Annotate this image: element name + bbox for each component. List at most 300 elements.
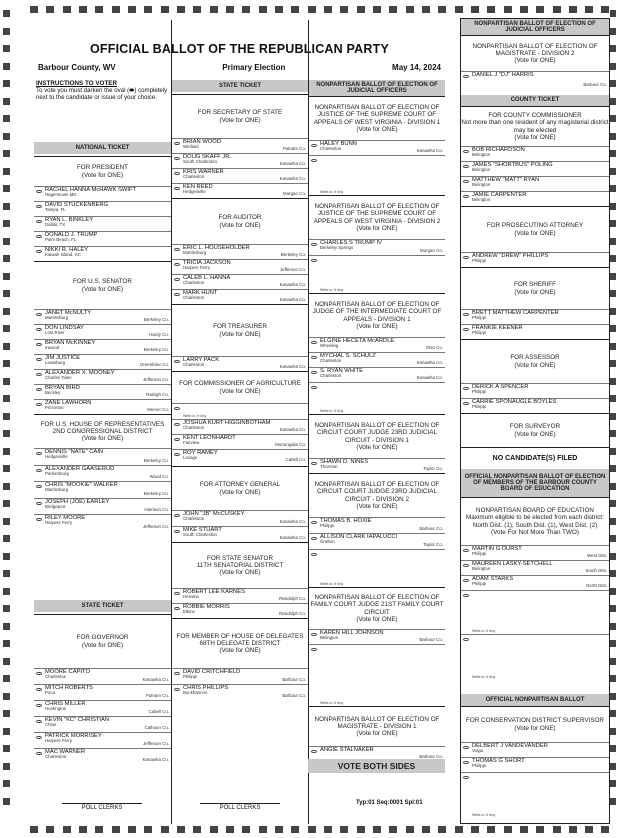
office-title: NONPARTISAN BALLOT OF ELECTION OF MAGISTRATE - DIVISION 2 bbox=[472, 42, 598, 57]
candidate-row[interactable] bbox=[461, 560, 609, 575]
candidate-row[interactable] bbox=[461, 161, 609, 176]
candidate-row[interactable] bbox=[34, 384, 171, 399]
vote-for-note: (Vote for ONE) bbox=[356, 125, 398, 133]
ballot-oval[interactable] bbox=[36, 403, 42, 406]
vote-for-note: (Vote for ONE) bbox=[514, 57, 556, 65]
ballot-oval[interactable] bbox=[36, 235, 42, 238]
candidate-row[interactable] bbox=[34, 309, 171, 324]
write-in-row[interactable] bbox=[309, 382, 445, 414]
candidate-row[interactable] bbox=[172, 526, 308, 542]
ballot-oval[interactable] bbox=[463, 313, 469, 316]
timing-mark bbox=[357, 826, 365, 833]
ballot-oval[interactable] bbox=[174, 672, 180, 675]
timing-mark bbox=[3, 168, 10, 175]
timing-mark bbox=[226, 6, 234, 13]
timing-mark bbox=[585, 6, 593, 13]
candidate-row[interactable] bbox=[461, 176, 609, 191]
candidate-row[interactable] bbox=[461, 71, 609, 89]
office-title: NONPARTISAN BALLOT OF ELECTION OF CIRCUIT COURT JUDGE 23RD JUDICIAL CIRCUIT - DIVISION 1 bbox=[314, 422, 440, 444]
office-heading bbox=[461, 106, 609, 146]
candidate-residence: Poca bbox=[45, 690, 56, 696]
write-in-label: Write-in, If Any bbox=[320, 409, 344, 413]
election-name: Primary Election bbox=[222, 63, 286, 72]
vote-for-note: (Vote for ONE) bbox=[356, 730, 398, 738]
ballot-oval[interactable] bbox=[463, 256, 469, 259]
candidate-name: RYAN L. BINKLEY bbox=[45, 217, 94, 223]
candidate-name: PATRICK MORRISEY bbox=[45, 733, 102, 739]
candidate-name: JAMES "SHORTBUS" POLING bbox=[472, 162, 553, 168]
office-subtitle: 11TH SENATORIAL DISTRICT bbox=[196, 561, 284, 569]
office-title: FOR SHERIFF bbox=[514, 281, 556, 289]
candidate-row[interactable] bbox=[34, 231, 171, 246]
ballot-oval[interactable] bbox=[311, 144, 317, 147]
candidate-name: NIKKI R. HALEY bbox=[45, 247, 89, 253]
ballot-oval[interactable] bbox=[311, 553, 317, 556]
ballot-oval[interactable] bbox=[311, 521, 317, 524]
timing-mark bbox=[46, 826, 54, 833]
office-title: FOR U.S. HOUSE OF REPRESENTATIVES bbox=[40, 420, 165, 428]
ballot-oval[interactable] bbox=[311, 159, 317, 162]
ballot-oval[interactable] bbox=[174, 453, 180, 456]
ballot-oval[interactable] bbox=[36, 343, 42, 346]
candidate-row[interactable] bbox=[34, 246, 171, 261]
candidate-residence: Belington bbox=[472, 167, 491, 173]
candidate-row[interactable] bbox=[34, 748, 171, 764]
candidate-row[interactable] bbox=[34, 216, 171, 231]
candidate-name: ROY RAMEY bbox=[183, 450, 218, 456]
candidate-row[interactable] bbox=[461, 324, 609, 339]
candidate-county: South Dist. bbox=[585, 568, 607, 574]
write-in-row[interactable] bbox=[309, 549, 445, 587]
ballot-oval[interactable] bbox=[311, 243, 317, 246]
ballot-oval[interactable] bbox=[174, 688, 180, 691]
candidate-county: Kanawha Co. bbox=[279, 519, 306, 525]
timing-mark bbox=[291, 6, 299, 13]
candidate-name: DON LINDSAY bbox=[45, 325, 84, 331]
ballot-oval[interactable] bbox=[463, 594, 469, 597]
candidate-county: Barbour Co. bbox=[282, 677, 306, 683]
candidate-county: Kanawha Co. bbox=[279, 364, 306, 370]
write-in-row[interactable] bbox=[461, 772, 609, 818]
candidate-row[interactable] bbox=[34, 201, 171, 216]
ballot-column-1 bbox=[34, 20, 171, 824]
ballot-oval[interactable] bbox=[36, 190, 42, 193]
timing-mark bbox=[487, 826, 495, 833]
timing-mark bbox=[601, 6, 609, 13]
timing-mark bbox=[3, 745, 10, 752]
candidate-row[interactable] bbox=[172, 289, 308, 304]
ballot-oval[interactable] bbox=[463, 564, 469, 567]
timing-mark bbox=[3, 588, 10, 595]
candidate-row[interactable] bbox=[309, 352, 445, 367]
timing-mark bbox=[3, 780, 10, 787]
write-in-row[interactable] bbox=[461, 590, 609, 634]
timing-mark bbox=[112, 826, 120, 833]
ballot-oval[interactable] bbox=[36, 220, 42, 223]
candidate-name: KRIS WARNER bbox=[183, 169, 224, 175]
ballot-oval[interactable] bbox=[36, 250, 42, 253]
candidate-row[interactable] bbox=[172, 153, 308, 168]
ballot-oval[interactable] bbox=[174, 438, 180, 441]
candidate-row[interactable] bbox=[34, 369, 171, 384]
candidate-row[interactable] bbox=[34, 481, 171, 498]
candidate-row[interactable] bbox=[172, 668, 308, 684]
timing-mark bbox=[3, 798, 10, 805]
candidate-row[interactable] bbox=[172, 449, 308, 464]
candidate-residence: Belington bbox=[472, 182, 491, 188]
office-heading bbox=[172, 304, 308, 356]
candidate-row[interactable] bbox=[34, 339, 171, 354]
candidate-name: MAUREEN LASKY-SETCHELL bbox=[472, 561, 553, 567]
ballot-oval[interactable] bbox=[36, 485, 42, 488]
timing-mark bbox=[30, 6, 38, 13]
candidate-row[interactable] bbox=[172, 274, 308, 289]
ballot-oval[interactable] bbox=[174, 530, 180, 533]
candidate-row[interactable] bbox=[172, 510, 308, 526]
ballot-oval[interactable] bbox=[463, 761, 469, 764]
section-band: NATIONAL TICKET bbox=[34, 142, 171, 154]
ballot-column-3 bbox=[308, 20, 445, 824]
office-title: FOR SECRETARY OF STATE bbox=[197, 109, 283, 117]
ballot-title: OFFICIAL BALLOT OF THE REPUBLICAN PARTY bbox=[90, 42, 389, 56]
ballot-oval[interactable] bbox=[311, 341, 317, 344]
candidate-row[interactable] bbox=[461, 575, 609, 590]
timing-mark bbox=[389, 6, 397, 13]
candidate-name: KEVIN "KC" CHRISTIAN bbox=[45, 717, 110, 723]
ballot-oval[interactable] bbox=[36, 469, 42, 472]
office-title: FOR ASSESSOR bbox=[510, 354, 560, 362]
office-title: FOR GOVERNOR bbox=[76, 634, 129, 642]
candidate-name: MARK HUNT bbox=[183, 290, 218, 296]
timing-mark bbox=[610, 28, 616, 35]
candidate-row[interactable] bbox=[309, 458, 445, 473]
candidate-row[interactable] bbox=[34, 354, 171, 369]
ballot-oval[interactable] bbox=[463, 165, 469, 168]
timing-mark bbox=[3, 133, 10, 140]
candidate-residence: Elkins bbox=[183, 609, 195, 615]
candidate-name: FRANKIE KEENER bbox=[472, 325, 523, 331]
timing-mark bbox=[610, 98, 616, 105]
timing-mark bbox=[3, 378, 10, 385]
ballot-oval[interactable] bbox=[36, 672, 42, 675]
candidate-row[interactable] bbox=[34, 324, 171, 339]
candidate-residence: Wheeling bbox=[320, 343, 339, 349]
ballot-oval[interactable] bbox=[174, 407, 180, 410]
timing-mark bbox=[520, 826, 528, 833]
ballot-oval[interactable] bbox=[36, 720, 42, 723]
candidate-residence: Belington bbox=[472, 566, 491, 572]
ballot-oval[interactable] bbox=[174, 607, 180, 610]
candidate-county: Barbour Co. bbox=[419, 754, 443, 760]
ballot-oval[interactable] bbox=[36, 752, 42, 755]
candidate-residence: Fairview bbox=[183, 440, 200, 446]
candidate-row[interactable] bbox=[172, 356, 308, 371]
candidate-residence: Charleston bbox=[183, 174, 205, 180]
ballot-oval[interactable] bbox=[36, 205, 42, 208]
candidate-residence: Hedgesville bbox=[45, 454, 68, 460]
ballot-oval[interactable] bbox=[311, 259, 317, 262]
candidate-row[interactable] bbox=[34, 448, 171, 465]
candidate-row[interactable] bbox=[172, 138, 308, 153]
ballot-oval[interactable] bbox=[311, 386, 317, 389]
top-timing-marks bbox=[30, 6, 610, 13]
candidate-name: HALEY BUNN bbox=[320, 141, 357, 147]
timing-mark bbox=[3, 763, 10, 770]
timing-mark bbox=[3, 448, 10, 455]
timing-mark bbox=[504, 6, 512, 13]
office-heading bbox=[309, 96, 445, 140]
ballot-oval[interactable] bbox=[463, 195, 469, 198]
candidate-residence: Parkersburg bbox=[45, 470, 69, 476]
candidate-row[interactable] bbox=[172, 168, 308, 183]
ballot-oval[interactable] bbox=[174, 187, 180, 190]
candidate-residence: Hedgesville bbox=[183, 189, 206, 195]
candidate-name: CHRIS PHILLIPS bbox=[183, 685, 229, 691]
timing-mark bbox=[3, 63, 10, 70]
candidate-row[interactable] bbox=[34, 465, 171, 482]
timing-mark bbox=[112, 6, 120, 13]
ballot-oval[interactable] bbox=[174, 263, 180, 266]
office-title: FOR ATTORNEY GENERAL bbox=[199, 481, 281, 489]
candidate-name: ELGINE HECETA McARDLE bbox=[320, 338, 395, 344]
candidate-name: DONALD J. TRUMP bbox=[45, 232, 98, 238]
office-heading bbox=[309, 414, 445, 458]
ballot-oval[interactable] bbox=[36, 373, 42, 376]
timing-mark bbox=[3, 80, 10, 87]
ballot-oval[interactable] bbox=[311, 356, 317, 359]
ballot-oval[interactable] bbox=[174, 278, 180, 281]
candidate-row[interactable] bbox=[34, 514, 171, 531]
timing-mark bbox=[610, 45, 616, 52]
candidate-county: Kanawha Co. bbox=[416, 148, 443, 154]
office-title: NONPARTISAN BALLOT OF ELECTION OF JUSTICE OF THE SUPREME COURT OF APPEALS OF WEST VIRGINIA - DIVISION 1 bbox=[313, 104, 441, 126]
candidate-row[interactable] bbox=[34, 716, 171, 732]
candidate-row[interactable] bbox=[34, 498, 171, 515]
candidate-row[interactable] bbox=[34, 732, 171, 748]
ballot-oval[interactable] bbox=[311, 633, 317, 636]
candidate-row[interactable] bbox=[309, 533, 445, 549]
ballot-oval[interactable] bbox=[174, 248, 180, 251]
candidate-name: MOORE CAPITO bbox=[45, 669, 90, 675]
ballot-oval[interactable] bbox=[463, 579, 469, 582]
candidate-row[interactable] bbox=[172, 419, 308, 434]
candidate-name: ZANE LAWHORN bbox=[45, 400, 92, 406]
candidate-row[interactable] bbox=[309, 140, 445, 155]
candidate-name: MATTHEW "MATT" RYAN bbox=[472, 177, 540, 183]
candidate-name: JOHN "JB" McCUSKEY bbox=[183, 511, 245, 517]
candidate-row[interactable] bbox=[461, 398, 609, 413]
office-heading bbox=[309, 587, 445, 629]
timing-mark bbox=[3, 605, 10, 612]
candidate-residence: Charleston bbox=[320, 358, 342, 364]
ballot-oval[interactable] bbox=[174, 157, 180, 160]
ballot-oval[interactable] bbox=[36, 704, 42, 707]
timing-mark bbox=[585, 826, 593, 833]
ballot-oval[interactable] bbox=[174, 514, 180, 517]
timing-mark bbox=[3, 675, 10, 682]
instructions-text: To vote you must darken the oval (⬬) completely next to the candidate or issue of your choice. bbox=[36, 87, 168, 102]
candidate-residence: Palm Beach, FL bbox=[45, 237, 77, 243]
write-in-row[interactable] bbox=[172, 403, 308, 419]
ballot-oval[interactable] bbox=[463, 328, 469, 331]
office-heading bbox=[172, 618, 308, 668]
candidate-name: BRYAN BIRD bbox=[45, 385, 80, 391]
candidate-name: ANGIE STALNAKER bbox=[320, 747, 374, 753]
ballot-oval[interactable] bbox=[36, 518, 42, 521]
ballot-oval[interactable] bbox=[174, 592, 180, 595]
timing-mark bbox=[3, 115, 10, 122]
candidate-name: JOSEPH (JOE) EARLEY bbox=[45, 498, 110, 505]
candidate-row[interactable] bbox=[461, 146, 609, 161]
ballot-oval[interactable] bbox=[311, 750, 317, 753]
office-heading bbox=[34, 156, 171, 186]
candidate-row[interactable] bbox=[172, 244, 308, 259]
candidate-row[interactable] bbox=[34, 668, 171, 684]
candidate-row[interactable] bbox=[172, 684, 308, 700]
ballot-oval[interactable] bbox=[36, 328, 42, 331]
ballot-oval[interactable] bbox=[463, 387, 469, 390]
write-in-row[interactable] bbox=[309, 155, 445, 195]
candidate-row[interactable] bbox=[461, 757, 609, 772]
ballot-oval[interactable] bbox=[311, 537, 317, 540]
ballot-oval[interactable] bbox=[174, 423, 180, 426]
candidate-row[interactable] bbox=[461, 742, 609, 757]
candidate-row[interactable] bbox=[461, 309, 609, 324]
election-date: May 14, 2024 bbox=[392, 63, 441, 72]
timing-mark bbox=[536, 6, 544, 13]
write-in-row[interactable] bbox=[309, 644, 445, 706]
candidate-row[interactable] bbox=[34, 399, 171, 414]
ballot-oval[interactable] bbox=[174, 293, 180, 296]
office-title: FOR PRESIDENT bbox=[76, 164, 129, 172]
timing-mark bbox=[610, 500, 616, 507]
ballot-oval[interactable] bbox=[463, 75, 469, 78]
timing-mark bbox=[242, 826, 250, 833]
ballot-oval[interactable] bbox=[311, 371, 317, 374]
timing-mark bbox=[504, 826, 512, 833]
candidate-residence: Philippi bbox=[472, 330, 487, 336]
vote-for-note: (Vote for ONE) bbox=[219, 330, 261, 338]
office-heading bbox=[172, 371, 308, 403]
timing-mark bbox=[610, 10, 616, 17]
timing-mark bbox=[3, 570, 10, 577]
vote-for-note: (Vote for ONE) bbox=[219, 221, 261, 229]
ballot-oval[interactable] bbox=[463, 746, 469, 749]
office-title: NONPARTISAN BOARD OF EDUCATION bbox=[476, 507, 594, 515]
candidate-row[interactable] bbox=[34, 700, 171, 716]
ballot-oval[interactable] bbox=[36, 452, 42, 455]
office-heading bbox=[172, 198, 308, 244]
candidate-residence: Harpers Ferry bbox=[45, 738, 73, 744]
candidate-residence: Philippi bbox=[472, 763, 487, 769]
ballot-oval[interactable] bbox=[36, 358, 42, 361]
timing-mark bbox=[46, 6, 54, 13]
ballot-oval[interactable] bbox=[463, 180, 469, 183]
ballot-oval[interactable] bbox=[463, 402, 469, 405]
candidate-row[interactable] bbox=[309, 367, 445, 382]
vote-for-note: (Vote for ONE) bbox=[81, 171, 124, 179]
candidate-row[interactable] bbox=[309, 337, 445, 352]
candidate-residence: Charleston bbox=[183, 516, 205, 522]
candidate-county: Randolph Co. bbox=[279, 596, 306, 602]
ballot-oval[interactable] bbox=[36, 736, 42, 739]
candidate-name: DERICK A SPENCER bbox=[472, 384, 529, 390]
candidate-row[interactable] bbox=[172, 259, 308, 274]
vote-for-note: (Vote for ONE) bbox=[219, 569, 261, 577]
candidate-county: Berkeley Co. bbox=[143, 317, 169, 323]
timing-mark bbox=[63, 6, 71, 13]
timing-mark bbox=[3, 500, 10, 507]
candidate-row[interactable] bbox=[461, 545, 609, 560]
ballot-style-code: Typ:01 Seq:0001 Spl:01 bbox=[356, 800, 423, 806]
candidate-name: CARRIE SPONAUGLE BOYLES bbox=[472, 399, 557, 405]
ballot-oval[interactable] bbox=[36, 313, 42, 316]
candidate-row[interactable] bbox=[34, 684, 171, 700]
candidate-name: BRETT MATTHEW CARPENTER bbox=[472, 310, 559, 316]
write-in-row[interactable] bbox=[461, 634, 609, 680]
ballot-oval[interactable] bbox=[36, 688, 42, 691]
candidate-row[interactable] bbox=[309, 239, 445, 255]
candidate-residence: Belington bbox=[472, 152, 491, 158]
timing-mark bbox=[553, 6, 561, 13]
candidate-residence: Harpers Ferry bbox=[45, 520, 73, 526]
ballot-oval[interactable] bbox=[311, 462, 317, 465]
vote-for-note: (Vote for ONE) bbox=[219, 488, 261, 496]
candidate-residence: Grafton bbox=[320, 539, 335, 545]
candidate-county: West Dist. bbox=[587, 553, 607, 559]
vote-for-note: (Vote for ONE) bbox=[219, 116, 261, 124]
timing-mark bbox=[569, 6, 577, 13]
candidate-residence: Charleston bbox=[183, 362, 205, 368]
candidate-row[interactable] bbox=[309, 517, 445, 533]
ballot-oval[interactable] bbox=[36, 502, 42, 505]
ballot-oval[interactable] bbox=[311, 648, 317, 651]
candidate-name: JAMIE CARPENTER bbox=[472, 192, 527, 198]
write-in-row[interactable] bbox=[309, 255, 445, 293]
timing-mark bbox=[63, 826, 71, 833]
ballot-oval[interactable] bbox=[463, 150, 469, 153]
timing-mark bbox=[3, 413, 10, 420]
candidate-row[interactable] bbox=[461, 383, 609, 398]
candidate-row[interactable] bbox=[309, 629, 445, 644]
ballot-oval[interactable] bbox=[463, 549, 469, 552]
candidate-row[interactable] bbox=[34, 186, 171, 201]
ballot-oval[interactable] bbox=[463, 776, 469, 779]
candidate-county: Ohio Co. bbox=[425, 345, 443, 351]
candidate-name: CALEB L. HANNA bbox=[183, 275, 231, 281]
candidate-row[interactable] bbox=[461, 252, 609, 267]
ballot-oval[interactable] bbox=[36, 388, 42, 391]
candidate-row[interactable] bbox=[172, 434, 308, 449]
ballot-oval[interactable] bbox=[174, 142, 180, 145]
candidate-residence: Philippi bbox=[472, 389, 487, 395]
timing-mark bbox=[610, 150, 616, 157]
office-title: NONPARTISAN BALLOT OF ELECTION OF FAMILY COURT JUDGE 21ST FAMILY COURT CIRCUIT bbox=[310, 594, 444, 616]
ballot-oval[interactable] bbox=[174, 172, 180, 175]
no-candidates-filed: NO CANDIDATE(S) FILED bbox=[461, 447, 609, 469]
candidate-row[interactable] bbox=[172, 183, 308, 198]
candidate-row[interactable] bbox=[172, 588, 308, 603]
candidate-residence: Chloe bbox=[45, 722, 57, 728]
candidate-name: DAVID CRITCHFIELD bbox=[183, 669, 241, 675]
candidate-county: Putnam Co. bbox=[282, 146, 306, 152]
candidate-row[interactable] bbox=[172, 603, 308, 618]
ballot-oval[interactable] bbox=[174, 360, 180, 363]
timing-mark bbox=[610, 710, 616, 717]
candidate-row[interactable] bbox=[461, 191, 609, 206]
candidate-residence: Thornton bbox=[320, 464, 338, 470]
ballot-oval[interactable] bbox=[463, 638, 469, 641]
